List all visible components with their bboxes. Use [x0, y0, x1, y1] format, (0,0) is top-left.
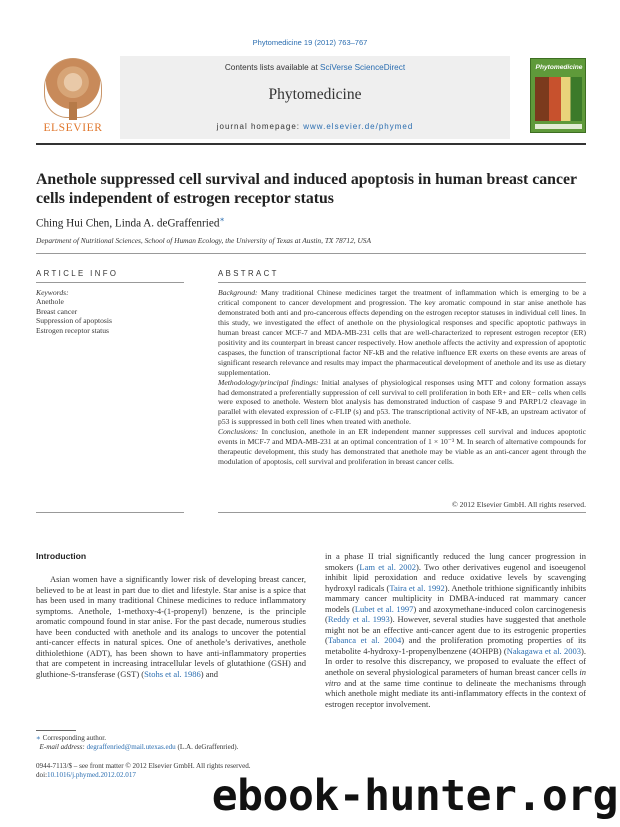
journal-header [36, 56, 586, 139]
body-text: ) and azoxymethane-induced colon carcinogenesis ( [325, 603, 586, 625]
abstract-methodology-label: Methodology/principal findings: [218, 377, 319, 387]
citation-link[interactable]: Taira et al. 1992 [389, 582, 445, 593]
citation-link[interactable]: Stohs et al. 1986 [144, 668, 201, 679]
keyword-item: Estrogen receptor status [36, 325, 109, 335]
article-title: Anethole suppressed cell survival and induced apoptosis in human breast cancer cells independent of estrogen receptor status [36, 171, 577, 207]
citation-link[interactable]: Nakagawa et al. 2003 [506, 645, 582, 656]
body-text: and at the same time continue to delineate the mechanisms through which anethole might mediate its anti-inflammatory effects in the context of estrogen receptor involvement. [325, 677, 586, 709]
email-link[interactable]: degraffenried@mail.utexas.edu [86, 743, 176, 752]
keyword-item: Breast cancer [36, 306, 78, 316]
journal-banner [120, 56, 510, 139]
body-text: ) and [200, 668, 219, 679]
abstract-divider [218, 282, 586, 283]
footnote-corresponding-line [36, 734, 306, 743]
body-column-left [36, 574, 306, 679]
citation-link[interactable]: Lubet et al. 1997 [354, 603, 414, 614]
abstract-conclusions [218, 427, 586, 467]
abstract-background-label: Background: [218, 288, 258, 297]
homepage-prefix: journal homepage: [216, 122, 300, 131]
body-column-right [325, 551, 586, 709]
email-label: E-mail address: [39, 743, 85, 752]
sciencedirect-link[interactable]: SciVerse ScienceDirect [320, 63, 406, 72]
article-authors [36, 215, 586, 230]
abstract-background-text: Many traditional Chinese medicines target the treatment of inflammation which is emerging to be a critical component to cancer development and progression. The key aromatic compound in star anise anethole has demonstrated both anti and pro-cancerous effects depending on the estrogen receptor statuses in individual cell lines. In this study, we investigated the effect of anethole on the physiological responses and specific apoptotic pathways in human breast cancer MCF-7 and MDA-MB-231 cells that are well-characterized to represent estrogen receptor (ER) positivity and its counterpart in breast cancer respectively. How anethole affects the activity and expression of apoptotic caspases, the function of transcriptional factor NF-kB and the relative influence ER exerts on these events are areas of significant research relevance and results may impact the pharmaceutical development of anethole and its use as dietary supplementation. [218, 288, 586, 377]
body-text: ). Anethole trithione significantly inhibits mammary cancer multiplicity in DMBA-induced rat mammary cancer models ( [325, 582, 586, 614]
header-divider [36, 143, 586, 145]
contents-prefix: Contents lists available at [224, 63, 318, 72]
cover-artwork [535, 77, 582, 121]
contents-line [120, 63, 510, 72]
footnote-divider [36, 730, 76, 731]
footnote-corresponding-text: Corresponding author. [40, 734, 107, 742]
body-emphasis: in vitro [325, 667, 586, 688]
watermark-text: ebook-hunter.org [211, 771, 618, 821]
doi-prefix: doi: [36, 771, 48, 780]
keywords-label: Keywords: [36, 288, 69, 297]
abstract-heading: ABSTRACT [218, 269, 279, 278]
corresponding-author-footnote [36, 734, 306, 753]
issn-line: 0944-7113/$ – see front matter © 2012 Elsevier GmbH. All rights reserved. [36, 762, 251, 770]
corresponding-author-mark[interactable]: ∗ [219, 215, 225, 224]
body-text: ). In order to resolve this discrepancy, we proposed to evaluate the effect of anethole on several physiological parameters of human breast cancer cells [325, 645, 586, 678]
cover-footer [535, 124, 582, 129]
abstract-background [218, 288, 586, 378]
cover-title: Phytomedicine [535, 64, 583, 71]
abstract-body [218, 288, 586, 467]
article-info-heading: ARTICLE INFO [36, 269, 119, 278]
homepage-link[interactable]: www.elsevier.de/phymed [303, 122, 414, 131]
body-text: in a phase II trial significantly reduced the lung cancer progression in smokers ( [325, 551, 586, 572]
article-info-bottom-divider [36, 512, 184, 513]
abstract-methodology-text: Initial analyses of physiological responses using MTT and colony formation assays had demonstrated a preferentially suppression of cell survival to cell proliferation in both ER+ and ER− cells when cells were exposed to anethole. Western blot analysis has demonstrated induction of caspase 9 and PARP1/2 cleavage in parallel with elevated expression of c-FLIP (s) and p53. The transcriptional activity of NF-kB, an upstream activator of p53 is suppressed in both cell lines when treated with anethole. [218, 377, 587, 427]
body-text: ). Two other derivatives eugenol and isoeugenol inhibit lipid peroxidation and reduce oxidative levels by scavenging hydroxyl radicals ( [325, 561, 586, 593]
body-text: Asian women have a significantly lower risk of developing breast cancer, believed to be at least in part due to diet and lifestyle. Star anise is a spice that has been used in many traditional Chinese medicines to reduce inflammatory symptoms. Anethole, 1-methoxy-4-(1-propenyl) benzene, is the principle aromatic compound found in star anise. For the past decade, numerous studies have been conducted with anethole and its analogs to uncover the potential anti-cancer effects in natural spices. One of anethole’s derivatives, anethole dithiolethione (ADT), has been shown to have anti-inflammatory properties that are competent in increasing intracellular levels of glutathione (GSH) and gluthione-S-transferase (GST) ( [36, 574, 306, 679]
elsevier-wordmark: ELSEVIER [43, 122, 103, 134]
elsevier-logo [36, 58, 110, 136]
homepage-line [120, 122, 510, 131]
abstract-bottom-divider [218, 512, 586, 513]
citation-link[interactable]: Tabanca et al. 2004 [327, 635, 402, 646]
abstract-conclusions-text: In conclusion, anethole in an ER independent manner suppresses cell survival and induces apoptotic events in MCF-7 and MDA-MB-231 at an optimal concentration of 1 × 10⁻³ M. In search of alternative compounds for therapeutic development, this study has demonstrated that anethole may be viable as an anti-cancer agent through the modulation of apoptosis, cell survival and proliferation in breast cancer cells. [218, 427, 586, 467]
elsevier-tree-trunk [69, 102, 77, 120]
keyword-item: Anethole [36, 297, 64, 306]
abstract-copyright: © 2012 Elsevier GmbH. All rights reserved. [452, 500, 586, 509]
keywords-list [36, 297, 186, 335]
article-info-divider [36, 282, 184, 283]
author-affiliation: Department of Nutritional Sciences, School of Human Ecology, the University of Texas at Austin, TX 78712, USA [36, 236, 372, 245]
email-suffix: (L.A. deGraffenried). [175, 743, 239, 752]
journal-citation: Phytomedicine 19 (2012) 763–767 [252, 38, 368, 47]
doi-link[interactable]: 10.1016/j.phymed.2012.02.017 [47, 771, 136, 780]
abstract-methodology [218, 378, 586, 428]
affiliation-divider [36, 253, 586, 254]
abstract-conclusions-label: Conclusions: [218, 427, 259, 437]
journal-title: Phytomedicine [268, 86, 362, 103]
keyword-item: Suppression of apoptosis [36, 316, 112, 325]
footnote-star: ∗ [36, 734, 41, 742]
body-text: ). However, several studies have suggested that anethole might not be an effective anti-cancer agent due to its estrogenic properties ( [325, 614, 586, 646]
citation-link[interactable]: Reddy et al. 1993 [327, 614, 390, 625]
footnote-email-line [36, 743, 306, 752]
body-text: ) and the proliferation promoting properties of its metabolite 4-hydroxy-1-propenylbenzene (4OHPB) ( [325, 635, 586, 656]
journal-cover-image [530, 58, 586, 133]
introduction-heading: Introduction [36, 551, 87, 561]
author-names: Ching Hui Chen, Linda A. deGraffenried [36, 217, 220, 230]
citation-link[interactable]: Lam et al. 2002 [359, 561, 417, 572]
